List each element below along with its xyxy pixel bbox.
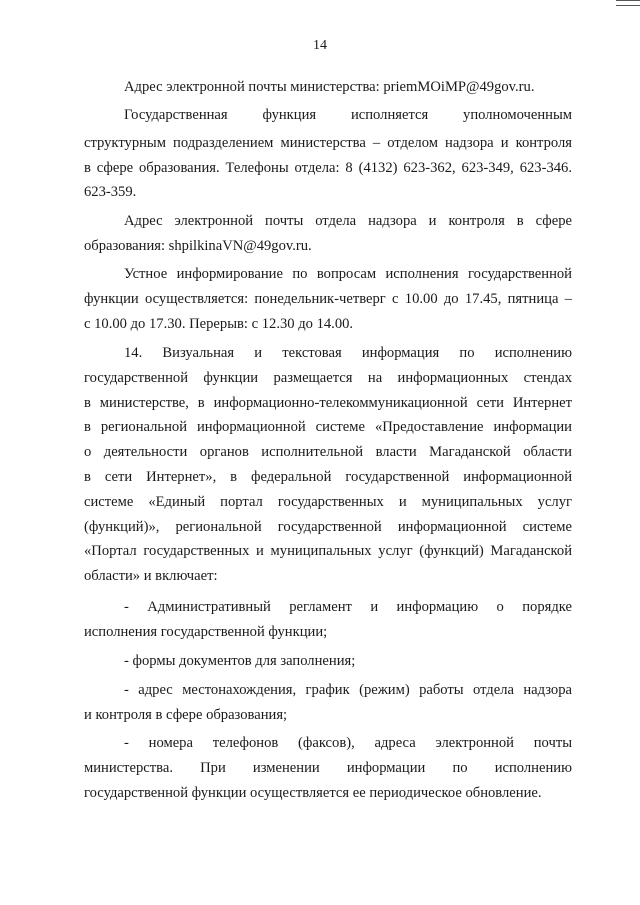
list-item-line: - Административный регламент и информацию о порядке — [124, 599, 572, 615]
text-line: Адрес электронной почты министерства: priemMOiMP@49gov.ru. — [124, 79, 535, 95]
text-line: в министерстве, в информационно-телекоммуникационной сети Интернет — [84, 395, 572, 411]
text-line: области» и включает: — [84, 568, 218, 584]
text-line: Адрес электронной почты отдела надзора и контроля в сфере — [124, 213, 572, 229]
text-line: Государственная функция исполняется уполномоченным — [124, 107, 572, 123]
text-line: министерства. При изменении информации по исполнению — [84, 760, 572, 776]
text-line: с 10.00 до 17.30. Перерыв: с 12.30 до 14.00. — [84, 316, 354, 332]
text-line: в сети Интернет», в федеральной государственной информационной — [84, 469, 572, 485]
text-line: «Портал государственных и муниципальных услуг (функций) Магаданской — [84, 543, 572, 559]
text-line: о деятельности органов исполнительной власти Магаданской области — [84, 444, 572, 460]
list-item-line: - номера телефонов (факсов), адреса электронной почты — [124, 735, 572, 751]
text-line: структурным подразделением министерства – отделом надзора и контроля — [84, 135, 572, 151]
text-line: 14. Визуальная и текстовая информация по исполнению — [124, 345, 572, 361]
text-line: (функций)», региональной государственной информационной системе — [84, 519, 572, 535]
page-number: 14 — [313, 38, 327, 53]
list-item-line: - адрес местонахождения, график (режим) работы отдела надзора — [124, 682, 572, 698]
scan-corner-mark — [616, 0, 640, 6]
text-line: в сфере образования. Телефоны отдела: 8 (4132) 623-362, 623-349, 623-346. — [84, 160, 572, 176]
text-line: функции осуществляется: понедельник-четверг с 10.00 до 17.45, пятница – — [84, 291, 572, 307]
text-line: образования: shpilkinaVN@49gov.ru. — [84, 238, 312, 254]
text-line: Устное информирование по вопросам исполнения государственной — [124, 266, 572, 282]
list-item-line: исполнения государственной функции; — [84, 624, 328, 640]
list-item-line: - формы документов для заполнения; — [124, 653, 356, 669]
text-line: 623-359. — [84, 184, 137, 200]
list-item-line: и контроля в сфере образования; — [84, 707, 288, 723]
text-line: системе «Единый портал государственных и муниципальных услуг — [84, 494, 572, 510]
text-line: государственной функции осуществляется ее периодическое обновление. — [84, 785, 542, 801]
text-line: в региональной информационной системе «Предоставление информации — [84, 419, 572, 435]
text-line: государственной функции размещается на информационных стендах — [84, 370, 572, 386]
